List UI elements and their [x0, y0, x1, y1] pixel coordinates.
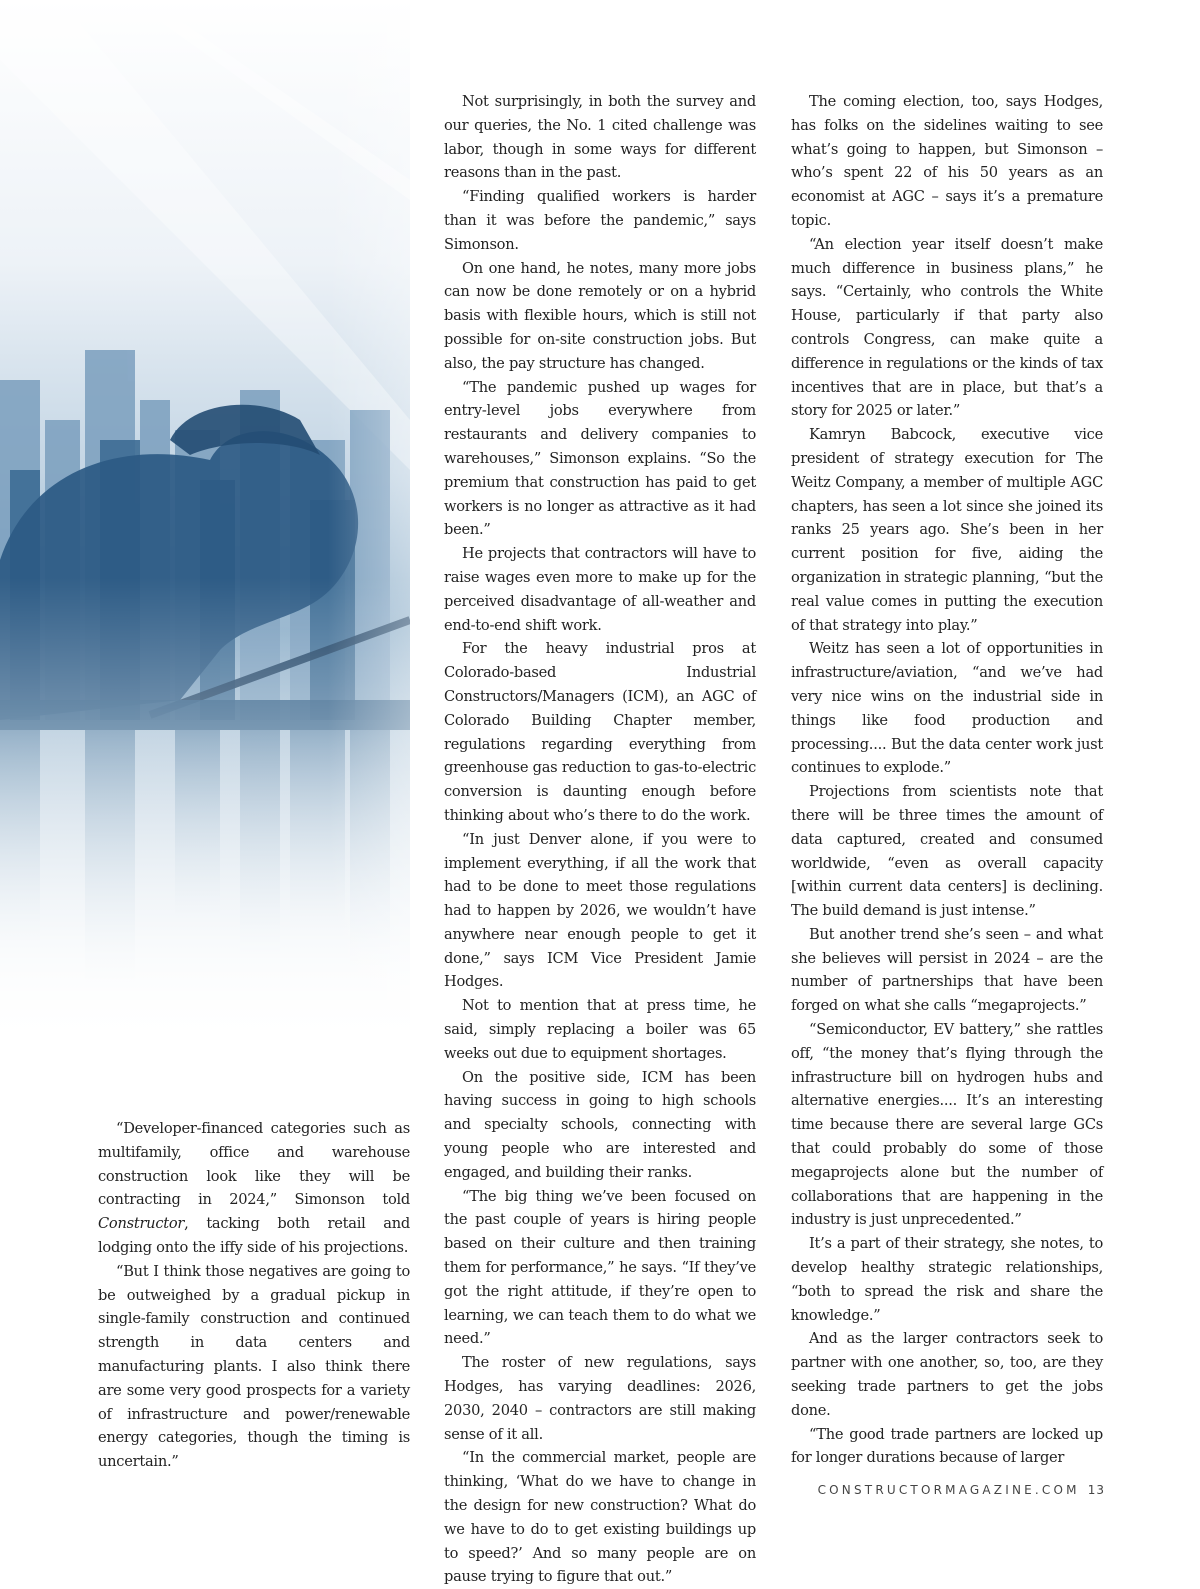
article-paragraph — [791, 1232, 1103, 1327]
article-paragraph — [444, 828, 756, 995]
article-paragraph — [98, 1117, 410, 1260]
text-run: Not to mention that at press time, he said, simply replacing a boiler was 65 weeks out due to equipment shortages. — [444, 997, 756, 1062]
text-run: , tacking both retail and lodging onto the iffy side of his projections. — [98, 1215, 410, 1256]
article-paragraph — [791, 1423, 1103, 1471]
page-number: 13 — [1087, 1483, 1105, 1497]
article-paragraph — [791, 780, 1103, 923]
text-run: The coming election, too, says Hodges, has folks on the sidelines waiting to see what’s going to happen, but Simonson – who’s spent 22 of his 50 years as an economist at AGC – says it’s a premature topic. — [791, 93, 1103, 229]
text-run: “The pandemic pushed up wages for entry-level jobs everywhere from restaurants and delivery companies to warehouses,” Simonson explains. “So the premium that construction has paid to get workers is no longer as attractive as it had been.” — [444, 378, 756, 539]
footer-site: CONSTRUCTORMAGAZINE.COM — [817, 1483, 1080, 1497]
text-run: But another trend she’s seen – and what she believes will persist in 2024 – are the number of partnerships that have been forged on what she calls “megaprojects.” — [791, 925, 1103, 1015]
article-paragraph — [791, 1018, 1103, 1232]
page-footer — [818, 1483, 1105, 1497]
text-run: For the heavy industrial pros at Colorado-based Industrial Constructors/Managers (ICM), an AGC of Colorado Building Chapter member, regulations regarding everything from greenhouse gas reduction to gas-to-electric conversion is daunting enough before thinking about who’s there to do the work. — [444, 640, 756, 824]
article-paragraph — [444, 542, 756, 637]
text-run: He projects that contractors will have to raise wages even more to make up for the perceived disadvantage of all-weather and end-to-end shift work. — [444, 545, 756, 634]
article-paragraph — [444, 257, 756, 376]
text-run: Kamryn Babcock, executive vice president of strategy execution for The Weitz Company, a member of multiple AGC chapters, has seen a lot since she joined its ranks 25 years ago. She’s been in her current position for five, aiding the organization in strategic planning, “but the real value comes in putting the execution of that strategy into play.” — [791, 426, 1103, 634]
article-paragraph — [444, 1066, 756, 1185]
article-paragraph — [791, 923, 1103, 1018]
article-paragraph — [98, 1260, 410, 1474]
article-paragraph — [444, 90, 756, 185]
article-paragraph — [444, 1446, 756, 1589]
article-paragraph — [791, 423, 1103, 637]
article-paragraph — [791, 233, 1103, 423]
hero-image — [0, 0, 410, 1050]
column-2 — [444, 90, 756, 1589]
text-run: “Developer-financed categories such as multifamily, office and warehouse construction look like they will be contracting in 2024,” Simonson told — [98, 1120, 410, 1209]
article-paragraph — [791, 90, 1103, 233]
article-paragraph — [444, 185, 756, 256]
text-run: The roster of new regulations, says Hodges, has varying deadlines: 2026, 2030, 2040 – contractors are still making sense of it all. — [444, 1354, 756, 1443]
text-run: “In just Denver alone, if you were to implement everything, if all the work that had to be done to meet those regulations had to happen by 2026, we wouldn’t have anywhere near enough people to get it done,” says ICM Vice President Jamie Hodges. — [444, 830, 756, 991]
text-run: And as the larger contractors seek to partner with one another, so, too, are they seeking trade partners to get the jobs done. — [791, 1330, 1103, 1419]
article-paragraph — [791, 637, 1103, 780]
text-run: “But I think those negatives are going to be outweighed by a gradual pickup in single-family construction and continued strength in data centers and manufacturing plants. I also think there are some very good prospects for a variety of infrastructure and power/renewable energy categories, though the timing is uncertain.” — [98, 1262, 410, 1471]
text-run: Not surprisingly, in both the survey and our queries, the No. 1 cited challenge was labor, though in some ways for different reasons than in the past. — [444, 93, 756, 182]
article-paragraph — [444, 637, 756, 827]
article-paragraph — [444, 376, 756, 543]
column-1 — [98, 1117, 410, 1474]
italic-text: Constructor — [98, 1215, 185, 1233]
text-run: “In the commercial market, people are thinking, ‘What do we have to change in the design for new construction? What do we have to do to get existing buildings up to speed?’ And so many people are on pause trying to figure that out.” — [444, 1449, 756, 1586]
text-run: “Semiconductor, EV battery,” she rattles off, “the money that’s flying through the infrastructure bill on hydrogen hubs and alternative energies.... It’s an interesting time because there are several large GCs that could probably do some of those megaprojects alone but the number of collaborations that are happening in the industry is just unprecedented.” — [791, 1021, 1103, 1229]
city-skyline-reflection-photo — [0, 0, 410, 1050]
text-run: On the positive side, ICM has been having success in going to high schools and specialty schools, connecting with young people who are interested and engaged, and building their ranks. — [444, 1068, 756, 1181]
column-3 — [791, 90, 1103, 1470]
text-run: Projections from scientists note that there will be three times the amount of data captured, created and consumed worldwide, “even as overall capacity [within current data centers] is declining. The build demand is just intense.” — [791, 783, 1103, 920]
text-run: “Finding qualified workers is harder than it was before the pandemic,” says Simonson. — [444, 188, 756, 253]
text-run: “The big thing we’ve been focused on the past couple of years is hiring people based on their culture and then training them for performance,” he says. “If they’ve got the right attitude, if they’re open to learning, we can teach them to do what we need.” — [444, 1187, 756, 1348]
article-paragraph — [791, 1327, 1103, 1422]
text-run: “The good trade partners are locked up for longer durations because of larger — [791, 1425, 1103, 1467]
text-run: Weitz has seen a lot of opportunities in infrastructure/aviation, “and we’ve had very nice wins on the industrial side in things like food production and processing.... But the data center work just continues to explode.” — [791, 640, 1103, 777]
text-run: On one hand, he notes, many more jobs can now be done remotely or on a hybrid basis with flexible hours, which is still not possible for on-site construction jobs. But also, the pay structure has changed. — [444, 259, 756, 372]
text-run: It’s a part of their strategy, she notes, to develop healthy strategic relationships, “both to spread the risk and share the knowledge.” — [791, 1235, 1103, 1324]
text-run: “An election year itself doesn’t make much difference in business plans,” he says. “Certainly, who controls the White House, particularly if that party also controls Congress, can make quite a difference in regulations or the kinds of tax incentives that are in place, but that’s a story for 2025 or later.” — [791, 235, 1103, 420]
article-paragraph — [444, 1351, 756, 1446]
article-paragraph — [444, 1185, 756, 1352]
article-paragraph — [444, 994, 756, 1065]
